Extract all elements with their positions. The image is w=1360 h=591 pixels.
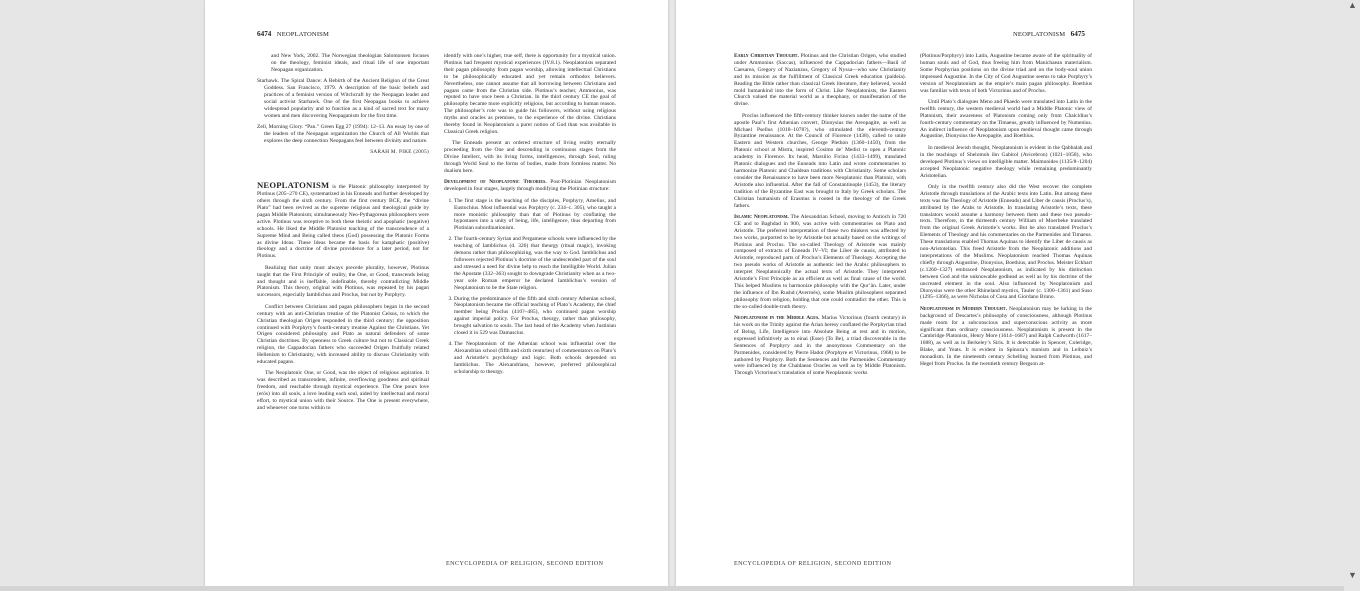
list-item: 4. The Neoplatonism of the Athenian school was influential over the Alexandrian school (fifth and sixth centuries) of commentators on Plato’s and Aristotle’s psychology and logic. Both schools depended on Iamblichus. The Alexandrians, however, preferred philosophical scholarship to theurgy. — [454, 341, 616, 376]
section-text: Plotinus and the Christian Origen, who studied under Ammonius (Saccas), influenced the Cappadocian fathers—Basil of Caesarea, Gregory of Nazianzus, Gregory of Nyssa—who saw Christianity and its mission as the fulfillment of Classical Greek education (paideia). Reading the Bible rather than classical Greek literature, they believed, would mold humankind into the form of Christ. Like Neoplatonists, the Eastern Church valued the material world as a theophany, or manifestation of the divine. — [734, 53, 906, 108]
stages-list — [444, 198, 616, 376]
page-6475 — [676, 0, 1133, 586]
page-number: 6475 — [1070, 30, 1086, 38]
section-paragraph — [920, 306, 1092, 368]
list-item: 2. The fourth-century Syrian and Pergamene schools were influenced by the teaching of Iamblichus (d. 326) that theurgy (ritual magic), invoking demons rather than philosophizing, was the way to God. Iamblichus and followers rejected Plotinus’s doctrine of the undescended part of the soul and stressed a need for divine help to reach the Intelligible World. Julian the Apostate (332–363) sought to downgrade Christianity when as a two-year sole Roman emperor he declared Iamblichus’s version of Neoplatonism to be the State religion. — [454, 236, 616, 291]
section-text: Marius Victorinus (fourth century) in his work on the Trinity against the Arian heresy conflated the Porphyrian triad of Being, Life, Intelligence into Absolute Being at rest and in motion, expressed infinitively as to einai (Esse) (To Be), a triad discoverable in the Sentences of Porphyry and in the anonymous Commentary on the Parmenides, considered by Pierre Hadot (Porphyre et Victorinus, 1968) to be authored by Porphyry. Both the Sentences and the Parmenides Commentary were influenced by the Chaldaean Oracles as well as by Middle Platonism. Through Victorinus’s translation of some Neoplatonic works — [734, 315, 906, 377]
text-column-left — [734, 53, 906, 553]
list-item: 1. The first stage is the teaching of the disciples, Porphyry, Amelius, and Eustochius. Most influential was Porphyry (c. 234–c. 305), who taught a more monistic philosophy than that of Plotinus by conflating the hypostases into a unity of being, life, intelligence, thus departing from Plotinian subordinationism. — [454, 198, 616, 233]
text-column-right — [444, 53, 616, 553]
section-paragraph — [734, 315, 906, 377]
section-paragraph — [734, 53, 906, 108]
text-column-left — [257, 53, 429, 553]
paragraph: The Neoplatonic One, or Good, was the object of religious aspiration. It was described as transcendent, infinite, overflowing goodness and spiritual freedom, and reachable through mystical experience. The One pours love (erōs) into all souls, a love leading each soul, aided by intellectual and moral effort, to mystical union with their Source. The One is present everywhere, and whenever one turns within to — [257, 370, 429, 411]
paragraph: Realizing that unity must always precede plurality, however, Plotinus taught that the First Principle of reality, the One, or Good, transcends being and thought and is ineffable, indefinable, thereby contradicting Middle Platonism. This theory, original with Plotinus, was repeated by his pagan successors, especially Iamblichus and Proclus, but not by Porphyry. — [257, 264, 429, 299]
page-number: 6474 — [257, 30, 272, 38]
entry-intro-text: is the Platonic philosophy interpreted by Plotinus (205–270 CE), systematized in his Enneads and further developed by others through the sixth century. From the first century BCE, the “divine Plato” had been revived as the supreme religious and theological guide by pagan Middle Platonism; simultaneously Neo-Pythagorean philosophers were active. Plotinus was receptive to both these theistic and apophatic (negative) schools. He liked the Middle Platonist teaching of the transcendence of a Supreme Mind and Being called theos (God) possessing the Platonic Forms as divine Ideas. These Ideas became the basis for kataphatic (positive) theology and a doctrine of divine providence for a later period, not for Plotinus. — [257, 184, 429, 260]
page-header — [1013, 30, 1085, 38]
section-paragraph — [734, 214, 906, 311]
section-heading: Early Christian Thought. — [734, 53, 799, 59]
paragraph: Proclus influenced the fifth-century thinker known under the name of the apostle Paul’s first Athenian convert, Dionysius the Areopagite, as well as Michael Psellus (1018–1078?), who stimulated the eleventh-century Byzantine renaissance. At the Council of Florence (1438), called to unite Eastern and Western churches, George Plethon (1360–1450), from the Platonic school at Mistra, inspired Cosimo de’ Medici to open a Platonic academy in Florence. Its head, Marsilio Ficino (1433–1499), translated Platonic dialogues and the Enneads into Latin and wrote commentaries to harmonize Platonic and Chaldean traditions with Christianity. Some scholars consider the Renaissance to have been more Neoplatonic than Platonic, with Aristotle also influential. After the fall of Constantinople (1453), the literary tradition of the Byzantine East was brought to Italy by Greek scholars. The Christian humanism of Erasmus is rooted in the theology of the Greek fathers. — [734, 112, 906, 209]
scrollbar-thumb[interactable] — [1345, 20, 1359, 560]
section-text: The Alexandrian School, moving to Antioch in 720 CE and to Baghdad in 900, was active with commentaries on Plato and Aristotle. The preferred interpretation of these two thinkers was affected by two works, purported to be by Aristotle but actually based on the writings of Plotinus and Proclus. The so-called Theology of Aristotle was mainly composed of extracts of Enneads IV–VI; the Liber de causis, attributed to Aristotle, reproduced parts of Proclus’s Elements of Theology. Accepting the two pseudo works of Aristotle as authentic led the Arabic philosophers to interpret Neoplatonically the actual texts of Aristotle. They interpreted Aristotle’s First Principle as an efficient as well as final cause of the world. This helped Muslims to harmonize philosophy with the Qur’ān. Later, under the influence of Ibn Rushd (Averroës), some Muslim philosophers separated philosophy from religion, holding that one could contradict the other. This is the so-called double-truth theory. — [734, 213, 906, 310]
paragraph: In medieval Jewish thought, Neoplatonism is evident in the Qabbalah and in the teachings of Shelomoh ibn Gabirol (Avicebron) (1021–1058), who developed Plotinus’s views on intelligible matter. Maimonides (1135/8–1204) accepted Neoplatonic negative theology while remaining predominantly Aristotelian. — [920, 144, 1092, 179]
entry-title: NEOPLATONISM — [257, 180, 330, 191]
vertical-scrollbar[interactable] — [1344, 0, 1360, 591]
paragraph: and New York, 2002. The Norwegian theologian Salomonsen focuses on the theology, feminist ideals, and ritual life of one important Neopagan organization. — [271, 53, 429, 73]
page-footer: ENCYCLOPEDIA OF RELIGION, SECOND EDITION — [446, 561, 604, 567]
paragraph: Until Plato’s dialogues Meno and Phaedo were translated into Latin in the twelfth century, the western medieval world had a Middle Platonic view of Platonism, their awareness of Platonism coming only from Chalcidius’s fourth-century commentary on the Timaeus, greatly influenced by Numenius. An indirect influence of Neoplatonism upon medieval thought came through Augustine, Dionysius the Areopagite, and Boethius. — [920, 98, 1092, 140]
section-text: Neoplatonism may be lurking in the background of Descartes’s philosophy of consciousness, although Plotinus made room for a subconscious and superconscious activity as more significant than ordinary consciousness. Neoplatonism is present in the Cambridge Platonists, Henry More (1614–1687) and Ralph Cudworth (1617–1688), as well as in Berkeley’s Siris. It is detectable in Spencer, Coleridge, Blake, and Yeats. It is evident in Spinoza’s monism and in Leibniz’s monadism. In the nineteenth century Schelling learned from Plotinus, and Hegel from Proclus. In the twentieth century Bergson at- — [920, 305, 1092, 368]
section-heading: Neoplatonism in the Middle Ages. — [734, 315, 820, 322]
paragraph: Only in the twelfth century also did the West recover the complete Aristotle through translations of the Arabic texts into Latin. But among these texts was the Theology of Aristotle (Enneads) and Liber de causis (Proclus’s), attributed by the Arabs to Aristotle. In translating Aristotle’s texts, these translators would assume a harmony between them and these two pseudo-texts. Therefore, in the thirteenth century William of Moerbeke translated from the original Greek Aristotle’s works. But he also translated Proclus’s Elements of Theology and his commentaries on the Parmenides and Timaeus. These translations enabled Thomas Aquinas to identify the Liber de causis as non-Aristotelian. This freed Aristotle from the Neoplatonic additions and interpretations of the Muslims. Neoplatonism reached Thomas Aquinas chiefly through Augustine, Dionysius, Boethius, and Proclus. Meister Eckhart (c.1260–1327) embraced Neoplatonism, as indicated by his distinction between God and the unknowable godhead as well as by his doctrine of the uncreated element in the soul. Also influenced by Neoplatonism and Dionysius were the other Rhineland mystics, Tauler (c. 1300–1361) and Suso (1295–1366), as were Nicholas of Cusa and Giordano Bruno. — [920, 183, 1092, 301]
page-6474 — [205, 0, 668, 586]
page-footer: ENCYCLOPEDIA OF RELIGION, SECOND EDITION — [734, 561, 892, 567]
reference-entry: Starhawk. The Spiral Dance: A Rebirth of the Ancient Religion of the Great Goddess. San Francisco, 1979. A description of the basic beliefs and practices of a feminist version of Witchcraft by the Neopagan leader and social activist Starhawk. One of the first Neopagan books to achieve widespread popularity and to function as a kind of sacred text for many women and men discovering Neopaganism for the first time. — [257, 78, 429, 119]
scroll-up-arrow-icon[interactable]: ▲ — [1348, 0, 1357, 10]
text-column-right — [920, 53, 1092, 553]
paragraph: (Plotinus/Porphyry) into Latin, Augustine became aware of the spirituality of human souls and of God, thus freeing him from Manichaean materialism. Some Porphyrian positions on the divine triad and on the body-soul union impressed Augustine. In the City of God Augustine seems to take Porphyry’s version of Neoplatonism as the empire’s main pagan philosophy. Boethius was familiar with texts of both Victorinus and of Proclus. — [920, 53, 1092, 94]
horizontal-scroll-track[interactable] — [0, 586, 1344, 591]
author-signature: SARAH M. PIKE (2005) — [370, 149, 429, 156]
entry-intro — [257, 182, 429, 260]
page-header — [257, 30, 329, 38]
list-item: 3. During the predominance of the fifth and sixth century Athenian school, Neoplatonism became the official teaching of Plato’s Academy, the chief member being Proclus (410?–485), who continued pagan worship against imperial policy. For Proclus, theurgy, rather than philosophy, brought salvation to souls. The last head of the Academy when Justinian closed it in 529 was Damascius. — [454, 296, 616, 337]
scroll-down-arrow-icon[interactable]: ▼ — [1348, 570, 1357, 580]
paragraph: identify with one’s higher, true self, there is opportunity for a mystical union. Plotinus had frequent mystical experiences (IV.8.1). Neoplatonists separated their pagan philosophy from pagan worship, allowing intellectual Christians to be philosophically educated and yet remain orthodox believers. Nevertheless, one cannot assume that all borrowing between Christians and pagans came from the Christian side. Plotinus’s teacher, Ammonius, was reputed to have once been a Christian. In the third century CE the goal of philosophy became more explicitly religious, but according to human reason. The philosopher’s role was to guide his followers, without using religious myths and oracles as premises, to the experience of the divine. Christians thereby found in Neoplatonism a purer notion of God than was available in Classical Greek religion. — [444, 53, 616, 135]
section-heading: Development of Neoplatonic Theories. — [444, 179, 547, 186]
section-paragraph — [444, 179, 616, 193]
reference-entry: Zell, Morning Glory. “Pan.” Green Egg 27 (1994): 12–13. An essay by one of the leaders of the Neopagan organization the Church of All Worlds that explores the deep connection Neopagans feel between divinity and nature. — [257, 124, 429, 144]
paragraph: Conflict between Christians and pagan philosophers began in the second century with an anti-Christian treatise of the Platonist Celsus, to which the Christian theologian Origen responded in the third century; the opposition continued with Porphyry’s fourth-century treatise Against the Christians. Yet Origen considered philosophy and Plato as natural defenders of some Christian doctrines. By openness to Greek culture but not to Classical Greek religion, the Cappadocian fathers who succeeded Origen fruitfully related Hellenism to Christianity, with increased ability to discuss Christianity with educated pagans. — [257, 303, 429, 366]
running-head: NEOPLATONISM — [276, 31, 330, 38]
section-heading: Islamic Neoplatonism. — [734, 213, 789, 220]
paragraph: The Enneads present an ordered structure of living reality eternally proceeding from the One and descending in continuous stages from the Divine Intellect, with its living forms, intelligences, through Soul, ruling through World Soul to the forms of bodies, made from formless matter. No dualism here. — [444, 140, 616, 174]
running-head: NEOPLATONISM — [1013, 31, 1066, 38]
section-heading: Neoplatonism in Modern Thought. — [920, 305, 1007, 312]
section-text: Post-Plotinian Neoplatonism developed in four stages, largely through modifying the Plotinian structure: — [444, 179, 616, 193]
